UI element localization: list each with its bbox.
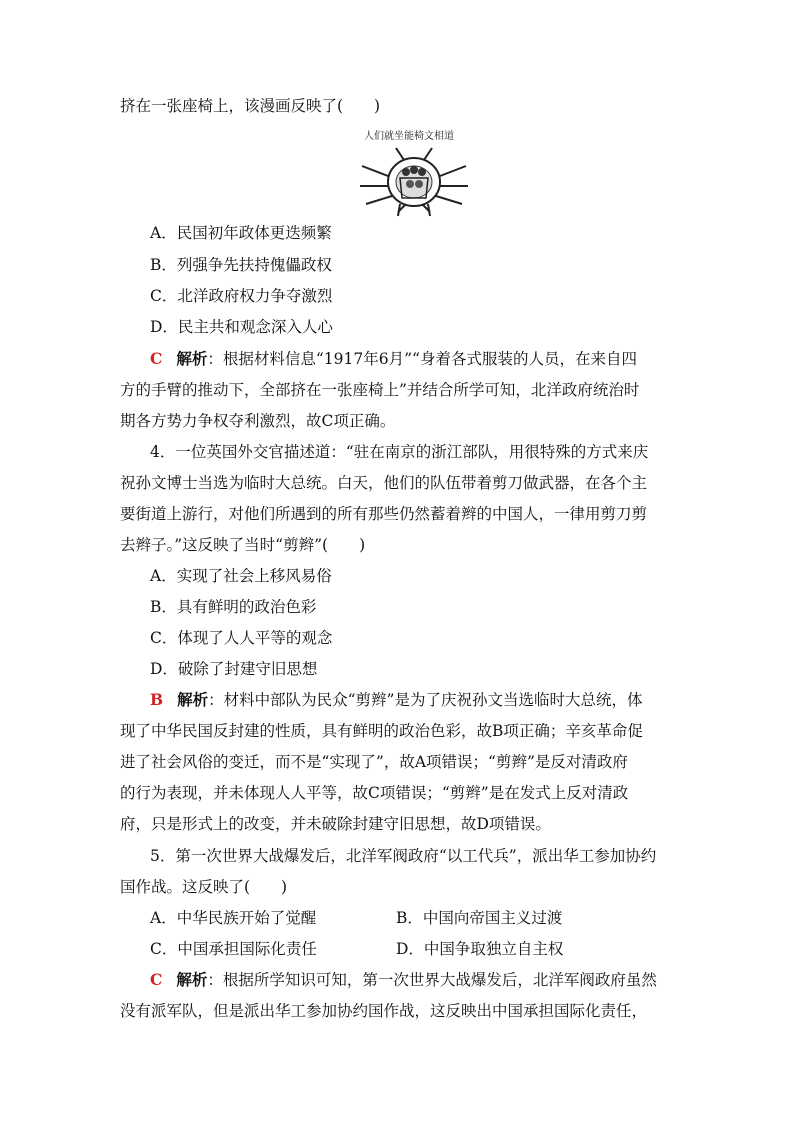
q5-answer: C (150, 970, 163, 989)
q5-option-b: B．中国向帝国主义过渡 (396, 909, 563, 927)
q5-option-d: D．中国争取独立自主权 (396, 940, 564, 958)
cartoon-caption: 人们就坐能椅文相道 (364, 131, 454, 142)
q4-stem-line-3: 要街道上游行，对他们所遇到的所有那些仍然蓄着辫的中国人，一律用剪刀剪 (120, 505, 648, 523)
q4-option-d: D．破除了封建守旧思想 (150, 660, 318, 678)
q3-analysis-label: 解析 (176, 349, 208, 368)
cartoon-drawing (356, 126, 472, 218)
q3-option-d: D．民主共和观念深入人心 (150, 318, 333, 336)
q4-analysis-label: 解析 (177, 690, 209, 709)
q4-analysis-line-2: 现了中华民国反封建的性质，具有鲜明的政治色彩，故B项正确；辛亥革命促 (120, 722, 643, 740)
q5-options-row-2 (150, 938, 670, 960)
q4-option-c: C．体现了人人平等的观念 (150, 629, 333, 647)
q3-analysis-text-1: ：根据材料信息“1917年6月”“身着各式服装的人员，在来自四 (207, 350, 637, 368)
political-cartoon-image (356, 126, 472, 218)
q4-option-b: B．具有鲜明的政治色彩 (150, 598, 317, 616)
q3-analysis-line-2: 方的手臂的推动下，全部挤在一张座椅上”并结合所学可知，北洋政府统治时 (120, 381, 640, 399)
q3-answer: C (150, 349, 163, 368)
q4-stem-line-4: 去辫子。”这反映了当时“剪辫”( ) (120, 536, 366, 554)
q5-analysis-line-1 (150, 969, 710, 991)
q4-analysis-line-3: 进了社会风俗的变迁，而不是“实现了”，故A项错误；“剪辫”是反对清政府 (120, 753, 628, 771)
q4-analysis-line-4: 的行为表现，并未体现人人平等，故C项错误；“剪辫”是在发式上反对清政 (120, 784, 629, 802)
q5-analysis-label: 解析 (176, 970, 208, 989)
q5-stem-line-1: 5．第一次世界大战爆发后，北洋军阀政府“以工代兵”，派出华工参加协约 (150, 847, 657, 865)
q5-analysis-line-2: 没有派军队，但是派出华工参加协约国作战，这反映出中国承担国际化责任， (120, 1002, 648, 1020)
q3-option-c: C．北洋政府权力争夺激烈 (150, 287, 333, 305)
q5-option-c: C．中国承担国际化责任 (150, 940, 317, 958)
q4-analysis-text-1: ：材料中部队为民众“剪辫”是为了庆祝孙文当选临时大总统，体 (208, 691, 643, 709)
q5-options-row-1 (150, 907, 670, 929)
q3-option-b: B．列强争先扶持傀儡政权 (150, 256, 332, 274)
q4-analysis-line-5: 府，只是形式上的改变，并未破除封建守旧思想，故D项错误。 (120, 815, 551, 833)
q3-analysis-line-3: 期各方势力争权夺利激烈，故C项正确。 (120, 412, 396, 430)
q5-analysis-text-1: ：根据所学知识可知，第一次世界大战爆发后，北洋军阀政府虽然 (207, 971, 657, 989)
q3-analysis-line-1 (150, 348, 710, 370)
q4-answer: B (150, 690, 164, 709)
q4-option-a: A．实现了社会上移风易俗 (150, 567, 332, 585)
q5-option-a: A．中华民族开始了觉醒 (150, 909, 317, 927)
q3-stem: 挤在一张座椅上，该漫画反映了( ) (120, 97, 381, 115)
q4-stem-line-1: 4．一位英国外交官描述道：“驻在南京的浙江部队，用很特殊的方式来庆 (150, 443, 649, 461)
q4-stem-line-2: 祝孙文博士当选为临时大总统。白天，他们的队伍带着剪刀做武器，在各个主 (120, 474, 648, 492)
q3-option-a: A．民国初年政体更迭频繁 (150, 224, 332, 242)
q5-stem-line-2: 国作战。这反映了( ) (120, 878, 288, 896)
q4-analysis-line-1 (150, 689, 710, 711)
